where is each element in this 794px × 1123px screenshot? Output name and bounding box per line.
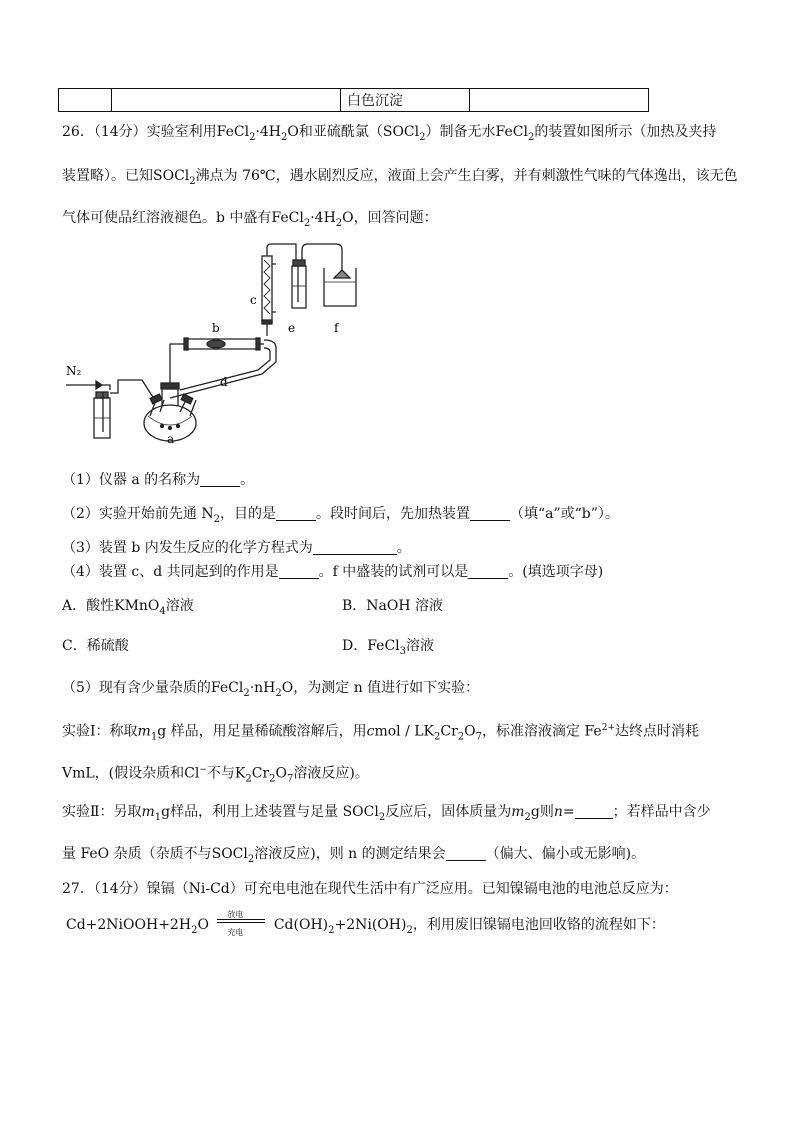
label-f: f — [334, 321, 339, 335]
math-var: m — [137, 723, 151, 740]
subscript: 1 — [150, 731, 158, 743]
tube-to-f — [302, 244, 336, 260]
text: （1）仪器 a 的名称为 — [62, 472, 201, 488]
text: （2）实验开始前先通 N — [62, 506, 214, 522]
option-d — [342, 636, 434, 662]
text: C．稀硫酸 — [62, 638, 129, 654]
funnel — [334, 270, 350, 278]
text: O — [275, 765, 287, 782]
q26-line-3 — [62, 208, 438, 234]
q26-part-5 — [62, 678, 479, 704]
subscript: 2 — [213, 513, 220, 525]
text: B．NaOH 溶液 — [342, 598, 444, 614]
arrow-line — [217, 919, 265, 920]
text: 实验Ⅰ：称取 — [62, 723, 138, 740]
text: ·4H — [310, 210, 336, 226]
label-e: e — [288, 321, 296, 335]
gas-wash-bottle-e — [292, 266, 306, 308]
text: （偏大、偏小或无影响)。 — [485, 846, 646, 862]
text: A．酸性KMnO — [62, 598, 160, 614]
text: 。 — [240, 472, 255, 488]
n2-arrowhead — [96, 381, 102, 389]
sample-boat — [207, 340, 225, 348]
text: 溶液 — [406, 638, 435, 654]
text: ，利用废旧镍镉电池回收铬的流程如下： — [412, 917, 665, 933]
text: D．FeCl — [342, 638, 400, 654]
subscript: 2 — [245, 773, 252, 785]
label-a: a — [167, 432, 175, 445]
text: 溶液反应)，则 n 的测定结果会 — [254, 846, 446, 862]
superscript: − — [199, 765, 207, 775]
table-cell — [470, 89, 649, 112]
text: （4）装置 c、d 共同起到的作用是 — [62, 564, 279, 580]
superscript: 2+ — [601, 723, 615, 733]
text: 的装置如图所示（加热及夹持 — [534, 124, 717, 140]
option-a — [62, 596, 194, 622]
answer-blank[interactable] — [200, 472, 240, 487]
q26-part-3 — [62, 538, 411, 558]
text: O和亚硫酰氯（SOCl — [287, 124, 420, 140]
text: 溶液 — [165, 598, 194, 614]
text: 量 FeO 杂质（杂质不与SOCl — [62, 846, 248, 862]
subscript: 7 — [287, 773, 294, 785]
subscript: 2 — [249, 131, 256, 143]
label-c: c — [250, 293, 257, 307]
subscript: 2 — [524, 811, 531, 823]
text: 沸点为 76℃，遇水剧烈反应，液面上会产生白雾，并有刺激性气味的气体逸出，该无色 — [195, 168, 738, 184]
tube — [102, 385, 110, 390]
text: 27．（14分）镍镉（Ni-Cd）可充电电池在现代生活中有广泛应用。已知镍镉电池的电池总反应为： — [62, 881, 678, 897]
reaction-arrow — [213, 910, 269, 937]
text: 装置略）。已知SOCl — [62, 168, 190, 184]
math-var: m — [511, 804, 525, 820]
answer-blank[interactable] — [470, 506, 510, 521]
subscript: 2 — [378, 811, 386, 823]
label-d: d — [220, 375, 228, 389]
arrow-label-charge: 充电 — [227, 928, 244, 937]
experiment-2-line-2 — [62, 844, 645, 870]
text: 。段时间后，先加热装置 — [315, 506, 470, 522]
text: 不与K — [206, 765, 246, 782]
q26-line-1 — [62, 122, 716, 148]
math-var: n — [553, 804, 563, 820]
experiment-2-line-1 — [62, 802, 711, 828]
subscript: 2 — [457, 731, 465, 743]
answer-blank[interactable] — [468, 564, 508, 579]
q26-part-4 — [62, 562, 603, 582]
label-b: b — [212, 321, 220, 335]
text: 。(填选项字母) — [508, 564, 604, 580]
answer-blank[interactable] — [279, 564, 319, 579]
text: O，回答问题： — [342, 210, 438, 226]
experiment-1-line-1 — [62, 718, 699, 747]
text: 气体可使品红溶液褪色。b 中盛有FeCl — [62, 210, 304, 226]
subscript: 2 — [269, 773, 276, 785]
label-n2: N₂ — [66, 364, 82, 378]
subscript: 1 — [154, 811, 162, 823]
subscript: 2 — [247, 853, 255, 865]
subscript: 2 — [434, 731, 441, 743]
text: mol / LK — [374, 723, 435, 740]
option-b — [342, 596, 443, 616]
subscript: 2 — [281, 131, 288, 143]
q26-part-2 — [62, 504, 619, 530]
text: g 样品，用足量稀硫酸溶解后，用 — [157, 723, 367, 740]
subscript: 2 — [406, 924, 413, 936]
arrow-label-discharge: 放电 — [227, 910, 244, 919]
text: g样品，利用上述装置与足量 SOCl — [161, 804, 379, 820]
text: +2Ni(OH) — [334, 917, 407, 933]
tube-to-e — [267, 244, 290, 256]
text: ，目的是 — [219, 506, 276, 522]
text: ·4H — [255, 124, 282, 140]
q26-part-1 — [62, 470, 254, 490]
subscript: 2 — [275, 687, 282, 699]
tube-to-flask — [110, 380, 156, 402]
text: Cd(OH) — [269, 917, 329, 933]
subscript: 3 — [399, 645, 407, 657]
tube-flask-to-b — [170, 344, 184, 383]
apparatus-diagram — [58, 240, 388, 445]
text: （5）现有含少量杂质的FeCl — [62, 680, 244, 696]
text: 。f 中盛装的试剂可以是 — [318, 564, 469, 580]
text: 实验Ⅱ：另取 — [62, 804, 142, 820]
text: O，为测定 n 值进行如下实验： — [281, 680, 480, 696]
subscript: 2 — [527, 131, 535, 143]
subscript: 7 — [475, 731, 483, 743]
subscript: 2 — [303, 217, 311, 229]
text: 。 — [396, 540, 411, 556]
text: ；若样品中含少 — [612, 804, 711, 820]
text: 溶液反应)。 — [293, 765, 369, 782]
answer-blank[interactable] — [276, 506, 316, 521]
text: ·nH — [249, 680, 276, 696]
math-var: m — [141, 804, 155, 820]
subscript: 4 — [159, 605, 166, 617]
text: Cr — [251, 765, 270, 782]
subscript: 2 — [191, 924, 198, 936]
math-var: c — [366, 723, 375, 740]
answer-blank[interactable] — [446, 846, 486, 861]
subscript: 2 — [189, 175, 196, 187]
text: O — [464, 723, 476, 740]
text: O — [197, 917, 209, 933]
q27-equation — [66, 911, 665, 941]
q26-line-2 — [62, 166, 738, 192]
experiment-1-line-2 — [62, 760, 369, 789]
answer-blank[interactable] — [313, 540, 397, 555]
text: Cd+2NiOOH+2H — [66, 917, 192, 933]
subscript: 2 — [328, 924, 335, 936]
text: g则 — [530, 804, 554, 820]
text: （填“a”或“b”）。 — [509, 506, 619, 522]
table-cell — [112, 89, 341, 112]
subscript: 2 — [335, 217, 343, 229]
table-cell: 白色沉淀 — [341, 89, 470, 112]
option-c — [62, 636, 129, 656]
text: （3）装置 b 内发生反应的化学方程式为 — [62, 540, 313, 556]
text: 达终点时消耗 — [615, 723, 699, 740]
q27-line-1 — [62, 879, 678, 899]
answer-table-fragment — [58, 88, 649, 112]
text: Cr — [440, 723, 458, 740]
answer-blank[interactable] — [575, 804, 613, 819]
table-cell — [59, 89, 112, 112]
subscript: 2 — [243, 687, 250, 699]
text: = — [562, 804, 575, 820]
text: ，标准溶液滴定 Fe — [482, 723, 602, 740]
text: ）制备无水FeCl — [425, 124, 528, 140]
text: 26．（14分）实验室利用FeCl — [62, 124, 250, 140]
center-stopper — [161, 383, 179, 389]
text: VmL，(假设杂质和Cl — [62, 765, 200, 782]
subscript: 2 — [419, 131, 426, 143]
table-row — [59, 89, 649, 112]
stopper — [96, 392, 108, 398]
text: 反应后，固体质量为 — [385, 804, 512, 820]
